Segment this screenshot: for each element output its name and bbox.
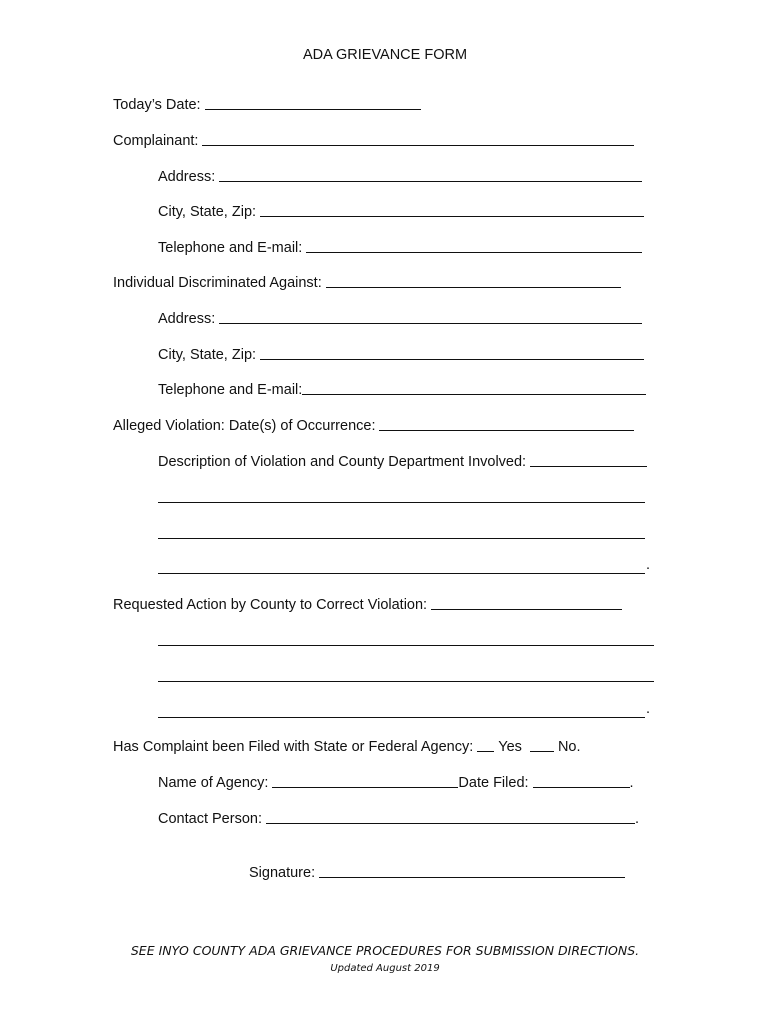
signature-field[interactable] — [319, 876, 625, 878]
footer-updated: Updated August 2019 — [330, 963, 440, 974]
contact-person-label: Contact Person: — [158, 811, 262, 827]
individual-address-field[interactable] — [219, 322, 642, 324]
individual-phone-field[interactable] — [302, 393, 646, 395]
description-label: Description of Violation and County Department Involved: — [158, 454, 527, 470]
filed-question-label: Has Complaint been Filed with State or Federal Agency: — [113, 739, 474, 755]
complainant-address-field[interactable] — [219, 180, 642, 182]
yes-label: Yes — [498, 739, 522, 755]
description-line-1[interactable] — [158, 501, 645, 503]
complainant-address-row — [158, 165, 642, 185]
requested-action-line-1[interactable] — [158, 644, 654, 646]
date-filed-field[interactable] — [533, 786, 630, 788]
individual-row — [113, 271, 621, 291]
agency-row — [158, 771, 634, 791]
individual-city-row — [158, 343, 644, 363]
violation-date-field[interactable] — [379, 429, 634, 431]
agency-name-field[interactable] — [272, 786, 458, 788]
individual-label: Individual Discriminated Against: — [113, 275, 322, 291]
footer-instructions: SEE INYO COUNTY ADA GRIEVANCE PROCEDURES FOR SUBMISSION DIRECTIONS. — [130, 943, 640, 958]
contact-row-period: . — [634, 811, 640, 827]
requested-action-line-2[interactable] — [158, 680, 654, 682]
description-period: . — [646, 557, 651, 573]
complainant-field[interactable] — [202, 144, 634, 146]
requested-action-label: Requested Action by County to Correct Violation: — [113, 597, 428, 613]
complainant-city-field[interactable] — [260, 215, 644, 217]
complainant-address-label: Address: — [158, 169, 216, 185]
todays-date-row — [113, 93, 421, 113]
individual-phone-row — [158, 378, 646, 398]
requested-action-row — [113, 593, 622, 613]
complainant-city-row — [158, 200, 644, 220]
yes-blank[interactable] — [477, 750, 494, 752]
requested-action-period: . — [646, 701, 651, 717]
contact-row — [158, 807, 639, 827]
signature-row — [249, 861, 625, 881]
complainant-row — [113, 129, 634, 149]
requested-action-field[interactable] — [431, 608, 622, 610]
violation-label: Alleged Violation: Date(s) of Occurrence: — [113, 418, 376, 434]
description-line-3[interactable] — [158, 572, 645, 574]
no-blank[interactable] — [530, 750, 554, 752]
filed-question-row — [113, 735, 581, 755]
individual-address-label: Address: — [158, 311, 216, 327]
complainant-phone-field[interactable] — [306, 251, 642, 253]
complainant-phone-row — [158, 236, 642, 256]
description-line-2[interactable] — [158, 537, 645, 539]
no-label: No. — [557, 739, 581, 755]
signature-label: Signature: — [249, 865, 316, 881]
complainant-label: Complainant: — [113, 133, 199, 149]
description-row — [158, 450, 647, 470]
individual-city-label: City, State, Zip: — [158, 347, 257, 363]
description-field[interactable] — [530, 465, 647, 467]
individual-phone-label: Telephone and E-mail: — [158, 382, 303, 398]
date-filed-label: Date Filed: — [458, 775, 529, 791]
todays-date-label: Today’s Date: — [113, 97, 201, 113]
violation-row — [113, 414, 634, 434]
todays-date-field[interactable] — [205, 108, 421, 110]
form-title: ADA GRIEVANCE FORM — [302, 47, 468, 63]
individual-field[interactable] — [326, 286, 621, 288]
agency-name-label: Name of Agency: — [158, 775, 269, 791]
individual-city-field[interactable] — [260, 358, 644, 360]
complainant-city-label: City, State, Zip: — [158, 204, 257, 220]
agency-row-period: . — [629, 775, 634, 791]
complainant-phone-label: Telephone and E-mail: — [158, 240, 303, 256]
requested-action-line-3[interactable] — [158, 716, 645, 718]
contact-person-field[interactable] — [266, 822, 635, 824]
individual-address-row — [158, 307, 642, 327]
